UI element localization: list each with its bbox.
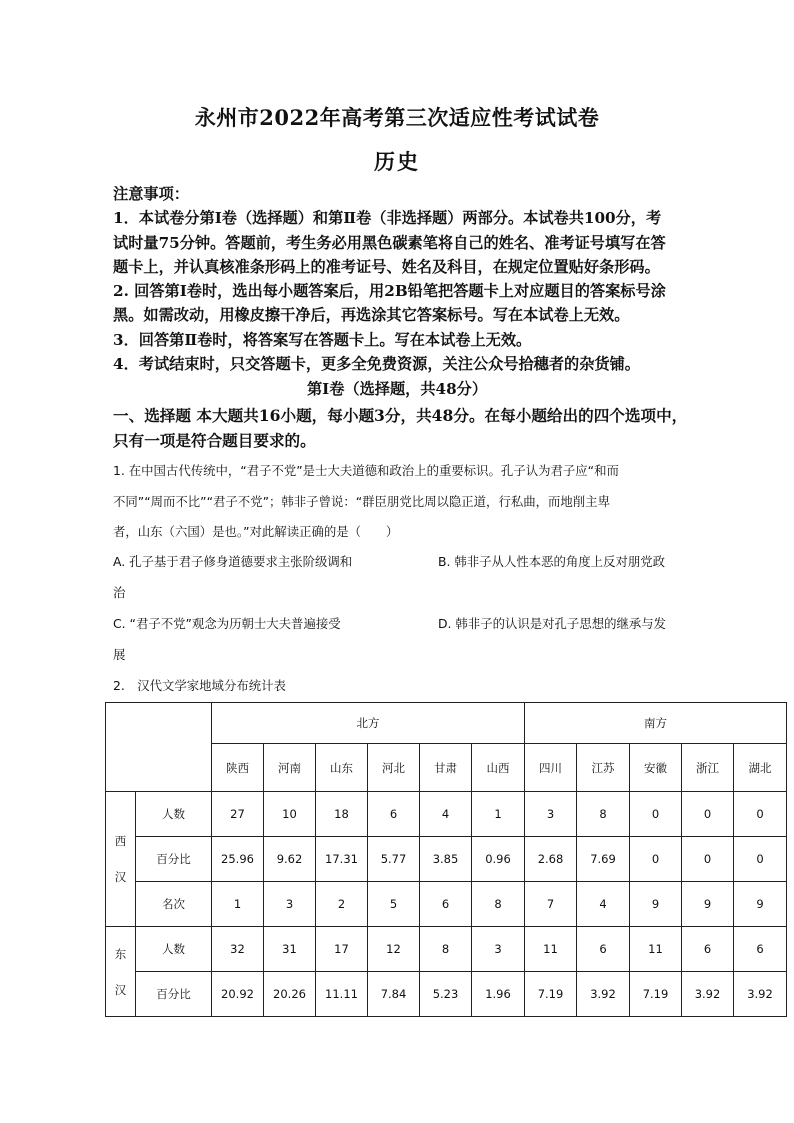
row-label: 百分比 [136, 837, 212, 882]
table-row [106, 792, 787, 837]
period-eastern-han: 东 汉 [106, 927, 136, 1017]
province-header: 四川 [525, 744, 577, 792]
question-line: 1. 在中国古代传统中，“君子不党”是士大夫道德和政治上的重要标识。孔子认为君子应“和而 [113, 463, 619, 478]
option-c: C. “君子不党”观念为历朝士大夫普遍接受 [113, 616, 341, 631]
notes-block [113, 182, 703, 376]
table-row [106, 837, 787, 882]
note-line: 4．考试结束时，只交答题卡，更多全免费资源，关注公众号拾穗者的杂货铺。 [113, 355, 640, 374]
row-label: 人数 [136, 927, 212, 972]
cell: 9 [734, 882, 787, 927]
cell: 25.96 [212, 837, 264, 882]
question-2-caption: 2. 汉代文学家地域分布统计表 [113, 678, 286, 693]
province-header: 浙江 [682, 744, 734, 792]
province-header: 河南 [264, 744, 316, 792]
cell: 7 [525, 882, 577, 927]
note-line: 题卡上，并认真核准条形码上的准考证号、姓名及科目，在规定位置贴好条形码。 [113, 257, 660, 276]
question-line: 不同”“周而不比”“君子不党”；韩非子曾说：“群臣朋党比周以隐正道，行私曲，而地削主卑 [113, 493, 610, 509]
corner-cell [106, 703, 212, 792]
question-1-options [113, 546, 703, 670]
cell: 17 [316, 927, 368, 972]
cell: 0 [682, 837, 734, 882]
cell: 0.96 [472, 837, 525, 882]
cell: 6 [682, 927, 734, 972]
option-d: D. 韩非子的认识是对孔子思想的继承与发 [438, 616, 667, 631]
cell: 31 [264, 927, 316, 972]
cell: 1 [212, 882, 264, 927]
cell: 3 [472, 927, 525, 972]
header-south: 南方 [525, 703, 787, 744]
option-a: A. 孔子基于君子修身道德要求主张阶级调和 [113, 554, 353, 569]
row-label: 百分比 [136, 972, 212, 1017]
cell: 17.31 [316, 837, 368, 882]
option-b: B. 韩非子从人性本恶的角度上反对朋党政 [438, 554, 666, 569]
note-line: 2. 回答第Ⅰ卷时，选出每小题答案后，用2B铅笔把答题卡上对应题目的答案标号涂 [113, 282, 666, 301]
table-row [106, 882, 787, 927]
question-1-stem [113, 456, 703, 548]
province-header: 山西 [472, 744, 525, 792]
cell: 9.62 [264, 837, 316, 882]
cell: 6 [420, 882, 472, 927]
row-label: 名次 [136, 882, 212, 927]
cell: 2 [316, 882, 368, 927]
note-line: 3．回答第Ⅱ卷时，将答案写在答题卡上。写在本试卷上无效。 [113, 330, 532, 349]
cell: 20.26 [264, 972, 316, 1017]
cell: 11.11 [316, 972, 368, 1017]
exam-title: 永州市2022年高考第三次适应性考试试卷 [194, 105, 600, 130]
question-line: 者，山东（六国）是也。”对此解读正确的是（ ） [113, 524, 399, 539]
option-d-continuation: 展 [113, 647, 126, 662]
cell: 11 [630, 927, 682, 972]
cell: 6 [577, 927, 630, 972]
cell: 0 [682, 792, 734, 837]
cell: 5.23 [420, 972, 472, 1017]
cell: 8 [420, 927, 472, 972]
row-label: 人数 [136, 792, 212, 837]
cell: 1 [472, 792, 525, 837]
cell: 7.19 [630, 972, 682, 1017]
period-western-han: 西 汉 [106, 792, 136, 927]
table-row [106, 972, 787, 1017]
cell: 3.92 [682, 972, 734, 1017]
cell: 1.96 [472, 972, 525, 1017]
instruction-line: 只有一项是符合题目要求的。 [113, 430, 316, 450]
cell: 11 [525, 927, 577, 972]
cell: 3 [525, 792, 577, 837]
cell: 10 [264, 792, 316, 837]
cell: 8 [472, 882, 525, 927]
notes-heading: 注意事项： [113, 185, 189, 203]
option-b-continuation: 治 [113, 585, 126, 600]
part-title: 第Ⅰ卷（选择题，共48分） [306, 380, 488, 398]
header-north: 北方 [212, 703, 525, 744]
note-line: 试时量75分钟。答题前，考生务必用黑色碳素笔将自己的姓名、准考证号填写在答 [113, 233, 666, 252]
cell: 4 [577, 882, 630, 927]
cell: 0 [734, 837, 787, 882]
cell: 5 [368, 882, 420, 927]
cell: 12 [368, 927, 420, 972]
cell: 5.77 [368, 837, 420, 882]
province-header: 甘肃 [420, 744, 472, 792]
subject-title: 历史 [374, 149, 420, 174]
instruction-line: 一、选择题 本大题共16小题，每小题3分，共48分。在每小题给出的四个选项中， [113, 406, 688, 425]
province-header: 湖北 [734, 744, 787, 792]
cell: 9 [682, 882, 734, 927]
cell: 18 [316, 792, 368, 837]
province-header: 安徽 [630, 744, 682, 792]
cell: 3.92 [734, 972, 787, 1017]
cell: 2.68 [525, 837, 577, 882]
cell: 32 [212, 927, 264, 972]
cell: 9 [630, 882, 682, 927]
cell: 6 [734, 927, 787, 972]
cell: 20.92 [212, 972, 264, 1017]
note-line: 黑。如需改动，用橡皮擦干净后，再选涂其它答案标号。写在本试卷上无效。 [113, 306, 630, 325]
note-line: 1．本试卷分第Ⅰ卷（选择题）和第Ⅱ卷（非选择题）两部分。本试卷共100分，考 [113, 209, 662, 228]
cell: 3.85 [420, 837, 472, 882]
province-header: 山东 [316, 744, 368, 792]
province-header: 陕西 [212, 744, 264, 792]
cell: 7.84 [368, 972, 420, 1017]
province-header: 江苏 [577, 744, 630, 792]
cell: 0 [734, 792, 787, 837]
cell: 3.92 [577, 972, 630, 1017]
cell: 0 [630, 837, 682, 882]
cell: 27 [212, 792, 264, 837]
table-row [106, 927, 787, 972]
cell: 3 [264, 882, 316, 927]
cell: 7.69 [577, 837, 630, 882]
writers-distribution-table [105, 702, 787, 1017]
section-instructions [113, 404, 713, 453]
cell: 8 [577, 792, 630, 837]
cell: 7.19 [525, 972, 577, 1017]
cell: 0 [630, 792, 682, 837]
cell: 4 [420, 792, 472, 837]
cell: 6 [368, 792, 420, 837]
province-header: 河北 [368, 744, 420, 792]
